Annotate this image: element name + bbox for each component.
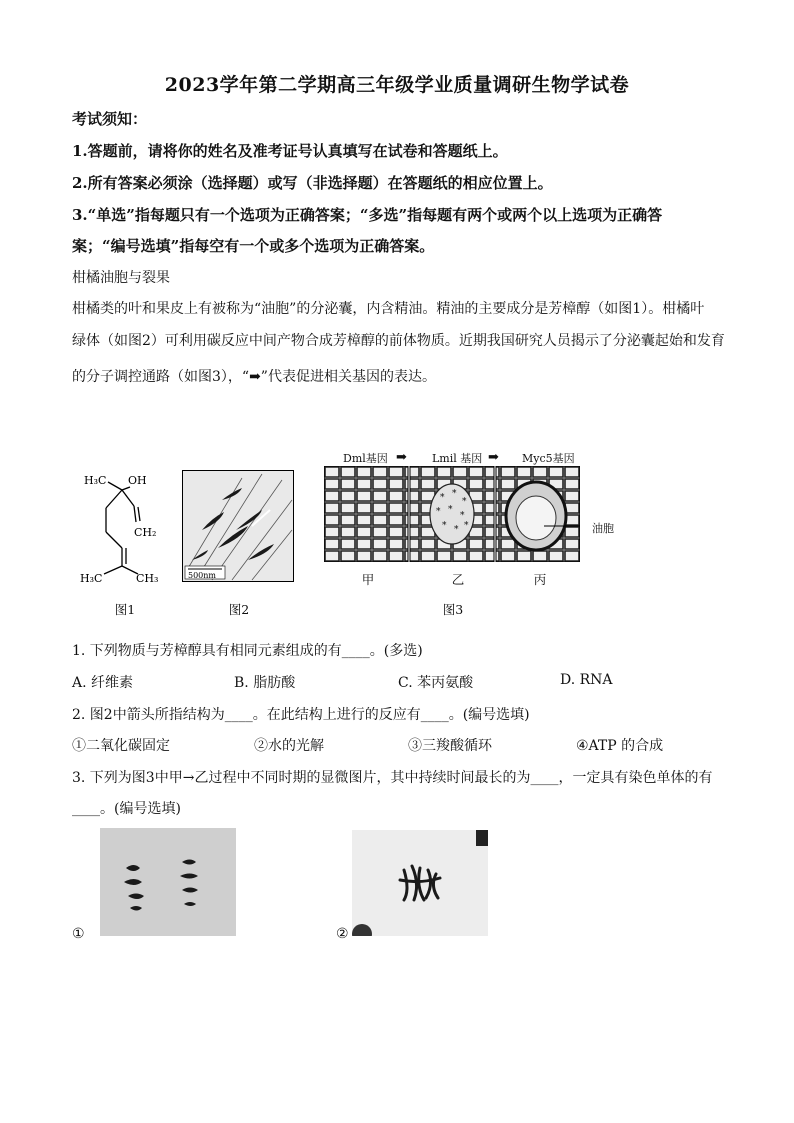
notice-item: 3.“单选”指每题只有一个选项为正确答案；“多选”指每题有两个或两个以上选项为正确答 — [72, 206, 663, 224]
gene-label: Myc5基因 — [522, 452, 575, 465]
option-4: ④ATP 的合成 — [576, 738, 664, 754]
svg-text:*: * — [440, 493, 445, 503]
section-paragraph: 的分子调控通路（如图3），“➡”代表促进相关基因的表达。 — [72, 369, 436, 385]
question-stem: 1. 下列物质与芳樟醇具有相同元素组成的有____。(多选) — [72, 643, 423, 659]
question-stem-cont: ____。(编号选填) — [72, 801, 181, 817]
atom-label: H₃C — [80, 572, 103, 585]
svg-text:*: * — [460, 511, 465, 521]
anaphase-micrograph — [100, 828, 236, 936]
atom-label: OH — [128, 474, 147, 487]
option-d: D. RNA — [560, 672, 613, 688]
option-c: C. 苯丙氨酸 — [398, 675, 474, 691]
gene-label: Dml基因 — [343, 452, 388, 465]
option-3: ③三羧酸循环 — [408, 738, 492, 754]
svg-text:*: * — [454, 525, 459, 535]
promote-arrow-icon: ➡ — [488, 450, 499, 465]
atom-label: CH₃ — [136, 572, 159, 585]
figure-caption: 图1 — [114, 602, 136, 617]
oil-gland-label: 油胞 — [592, 522, 614, 535]
atom-label: CH₂ — [134, 526, 157, 539]
panel-label: 乙 — [451, 572, 465, 587]
chloroplast-micrograph — [182, 470, 294, 582]
page-title: 2023学年第二学期高三年级学业质量调研生物学试卷 — [164, 74, 630, 96]
svg-text:*: * — [462, 497, 467, 507]
image-label: ① — [72, 926, 85, 942]
notice-item: 1.答题前，请将你的姓名及准考证号认真填写在试卷和答题纸上。 — [72, 142, 508, 160]
option-2: ②水的光解 — [254, 738, 324, 754]
section-paragraph: 绿体（如图2）可利用碳反应中间产物合成芳樟醇的前体物质。近期我国研究人员揭示了分泌囊起始和发育 — [72, 333, 725, 349]
svg-text:*: * — [442, 521, 447, 531]
section-title: 柑橘油胞与裂果 — [72, 270, 170, 286]
option-a: A. 纤维素 — [72, 675, 134, 691]
tissue-micrograph — [324, 466, 580, 562]
promote-arrow-icon: ➡ — [396, 450, 407, 465]
question-stem: 3. 下列为图3中甲→乙过程中不同时期的显微图片，其中持续时间最长的为____，一定具有染色单体的有 — [72, 770, 713, 786]
image-label: ② — [336, 926, 349, 942]
notice-item: 2.所有答案必须涂（选择题）或写（非选择题）在答题纸的相应位置上。 — [72, 174, 553, 192]
question-stem: 2. 图2中箭头所指结构为____。在此结构上进行的反应有____。(编号选填) — [72, 707, 530, 723]
linalool-structure — [78, 470, 168, 588]
figure-caption: 图3 — [442, 602, 464, 617]
atom-label: H₃C — [84, 474, 107, 487]
panel-label: 甲 — [361, 572, 375, 587]
svg-text:*: * — [464, 521, 469, 531]
figure-caption: 图2 — [228, 602, 250, 617]
prophase-micrograph — [352, 830, 488, 936]
gene-label: Lmil 基因 — [432, 452, 483, 465]
svg-text:*: * — [448, 505, 453, 515]
scale-bar-label: 500nm — [188, 571, 217, 580]
section-paragraph: 柑橘类的叶和果皮上有被称为“油胞”的分泌囊，内含精油。精油的主要成分是芳樟醇（如图1）。柑橘叶 — [72, 301, 705, 317]
svg-text:*: * — [436, 507, 441, 517]
notice-heading: 考试须知： — [72, 110, 148, 128]
notice-item: 案；“编号选填”指每空有一个或多个选项为正确答案。 — [72, 237, 435, 255]
option-1: ①二氧化碳固定 — [72, 738, 170, 754]
svg-text:*: * — [452, 489, 457, 499]
panel-label: 丙 — [533, 572, 547, 587]
option-b: B. 脂肪酸 — [234, 675, 296, 691]
